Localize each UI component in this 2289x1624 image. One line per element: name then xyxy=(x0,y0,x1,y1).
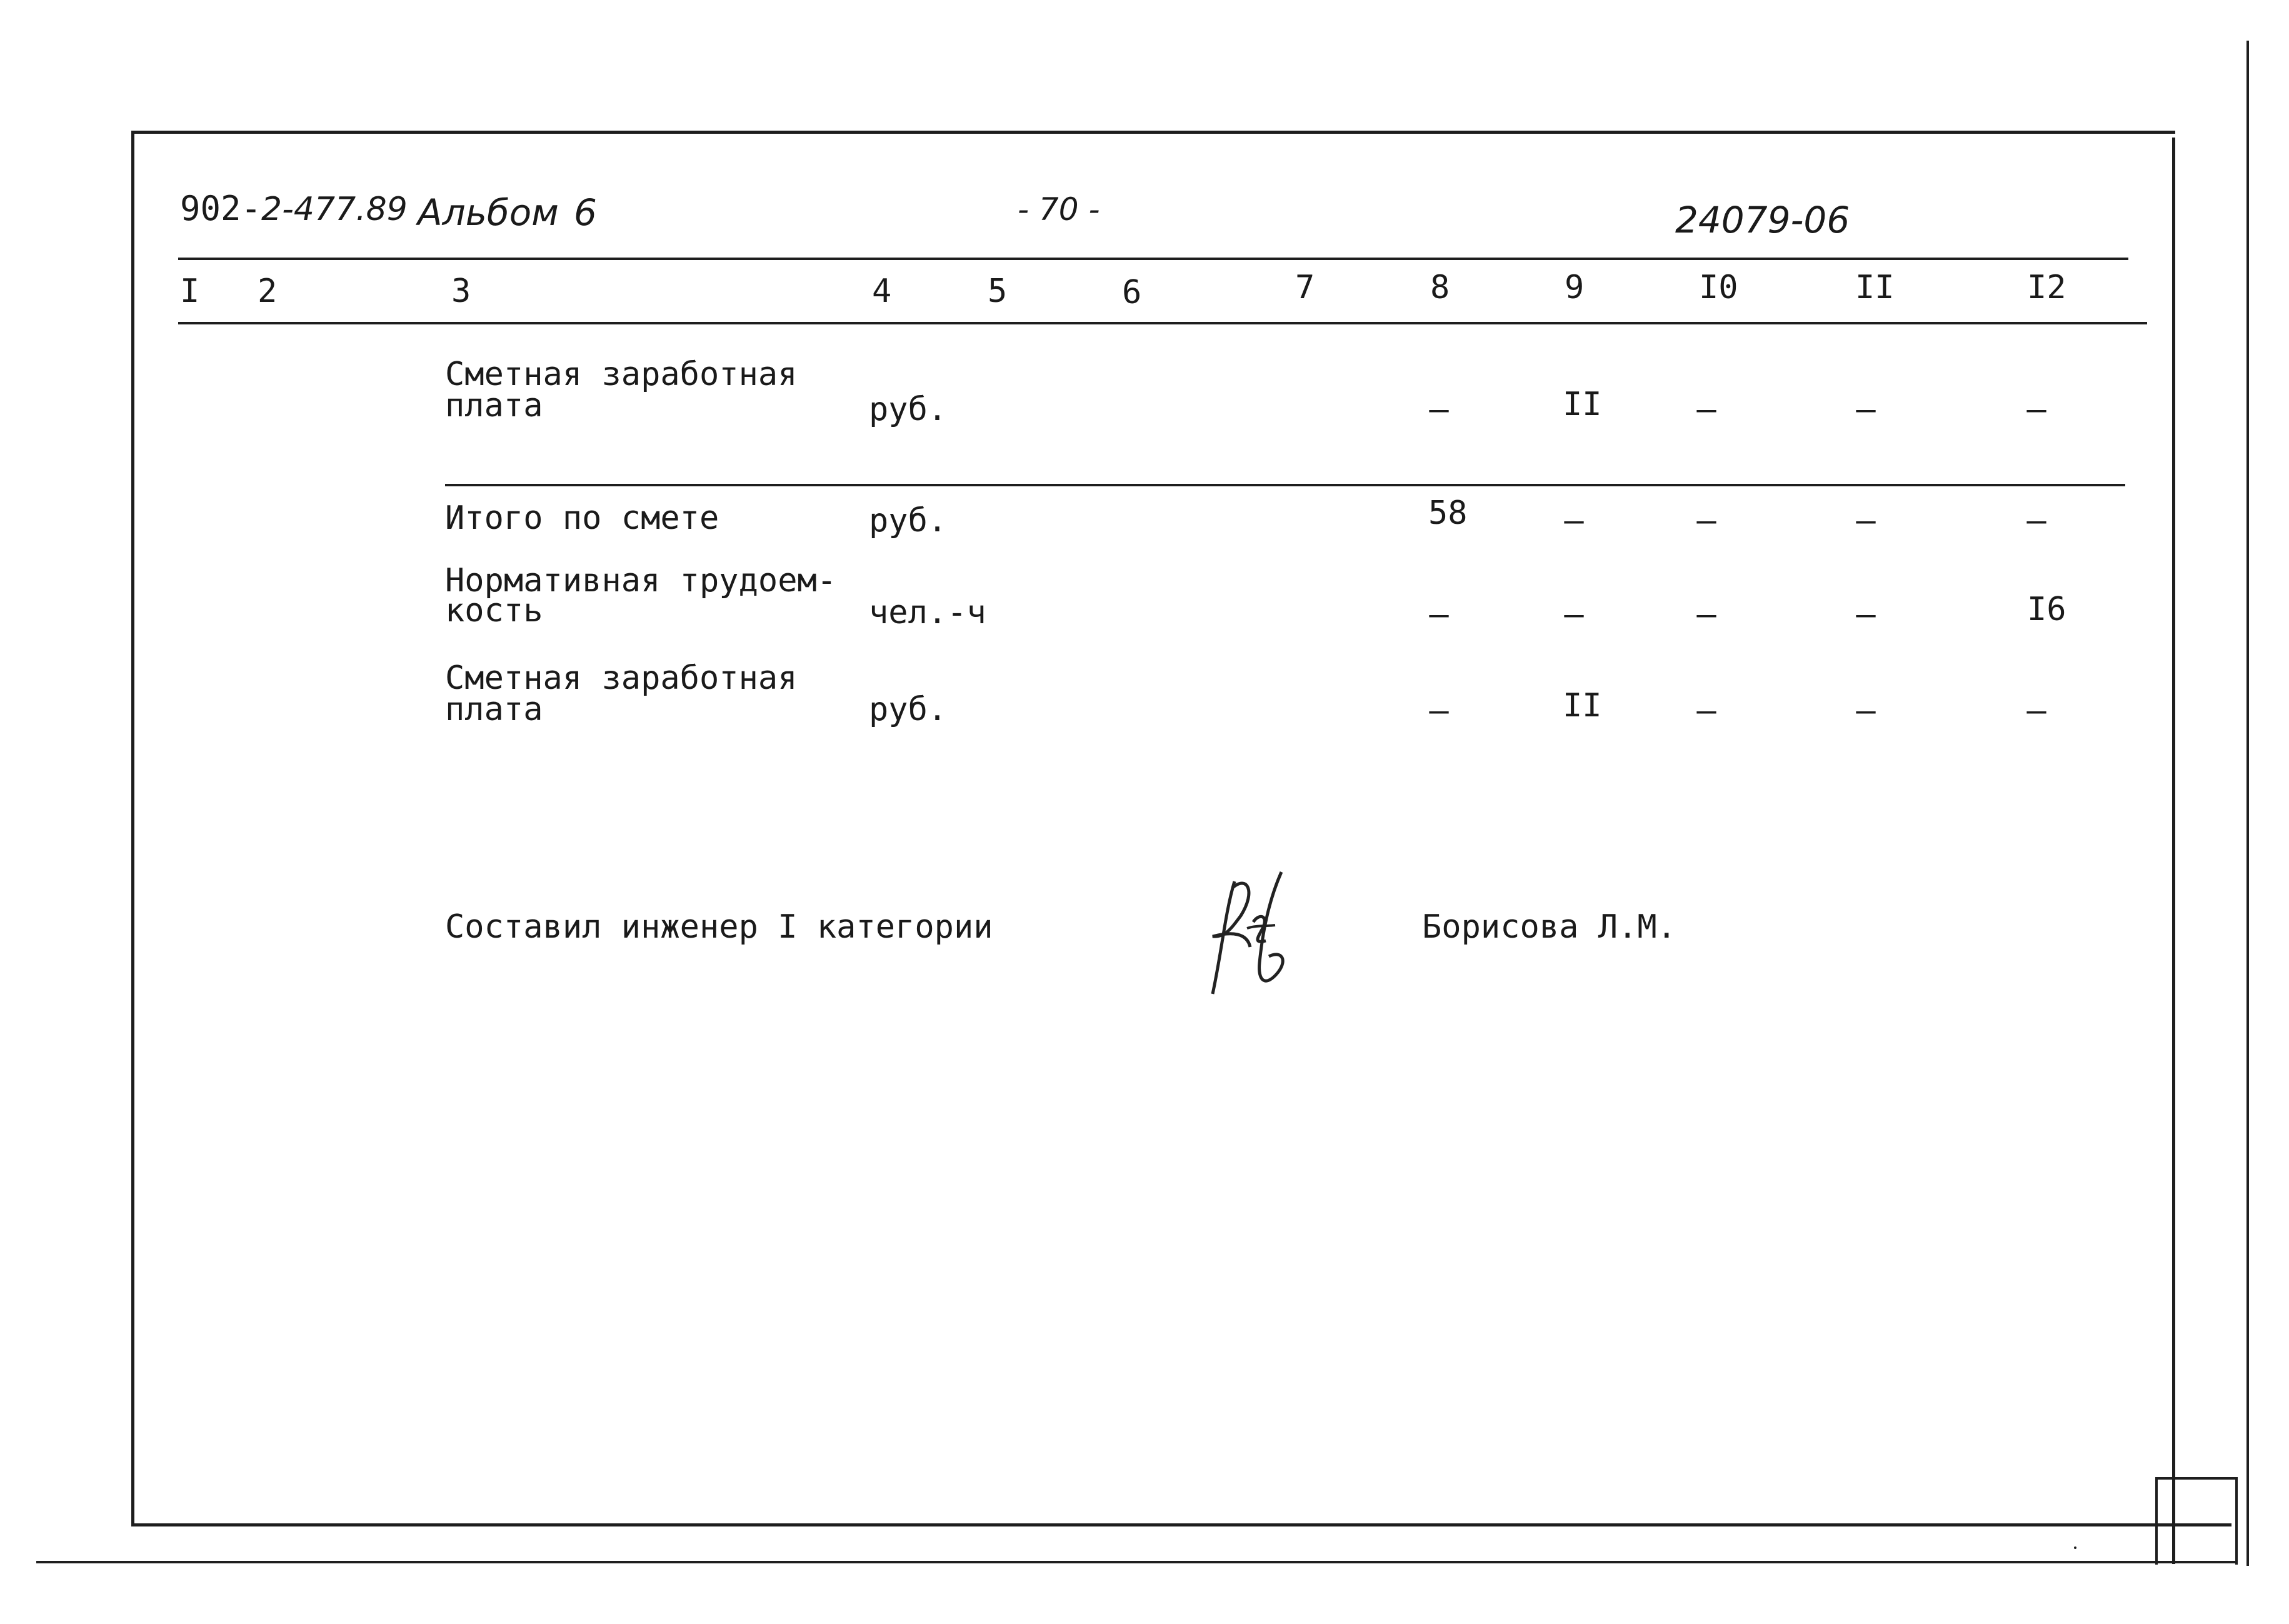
frame-left xyxy=(131,131,134,1526)
page-right-edge xyxy=(2246,41,2249,1566)
frame-top xyxy=(131,131,2175,134)
col-header-8: 8 xyxy=(1430,269,1450,306)
header-rule-bottom xyxy=(178,322,2147,324)
corner-box-left xyxy=(2155,1477,2158,1565)
corner-box-right xyxy=(2235,1477,2238,1565)
frame-bottom xyxy=(131,1523,2231,1526)
corner-box-top xyxy=(2155,1477,2238,1480)
row-labor-col12: I6 xyxy=(2027,591,2066,628)
col-header-10: I0 xyxy=(1699,269,1738,306)
row-labor-unit: чел.-ч xyxy=(869,594,986,631)
col-header-1: I xyxy=(180,273,200,310)
row-total-col8: 58 xyxy=(1428,494,1468,532)
row-top-col8: – xyxy=(1429,391,1449,428)
col-header-5: 5 xyxy=(988,273,1008,310)
doc-number: 24079-06 xyxy=(1675,199,1850,241)
document-code xyxy=(180,189,408,228)
code-handwritten: 2-477.89 xyxy=(261,191,408,228)
row-labor-name-line2: кость xyxy=(445,592,543,629)
page-number: - 70 - xyxy=(1018,191,1100,228)
row-wage-col12: – xyxy=(2026,692,2046,729)
row-total-col12: – xyxy=(2026,502,2046,539)
col-header-6: 6 xyxy=(1122,274,1142,311)
col-header-2: 2 xyxy=(258,273,278,310)
row-wage-col11: – xyxy=(1856,692,1876,729)
col-header-11: II xyxy=(1855,269,1895,306)
album-number: 6 xyxy=(574,191,597,234)
row-top-col12: – xyxy=(2026,391,2046,428)
row-labor-col9: – xyxy=(1564,596,1584,633)
row-labor-col11: – xyxy=(1856,596,1876,633)
row-total-col9: – xyxy=(1564,502,1584,539)
col-header-12: I2 xyxy=(2027,269,2066,306)
row-top-col11: – xyxy=(1856,391,1876,428)
frame-right xyxy=(2172,138,2175,1564)
col-header-4: 4 xyxy=(872,273,892,310)
signatory-name: Борисова Л.М. xyxy=(1422,908,1676,946)
row-total-col10: – xyxy=(1696,502,1716,539)
row-total-col11: – xyxy=(1856,502,1876,539)
row-labor-col8: – xyxy=(1429,596,1449,633)
row-wage-name-line2: плата xyxy=(445,691,543,728)
row-wage-col10: – xyxy=(1696,692,1716,729)
row-wage-col9: II xyxy=(1563,687,1602,724)
row-wage-col8: – xyxy=(1429,692,1449,729)
row-top-name-line1: Сметная заработная xyxy=(445,356,798,393)
row-top-col10: – xyxy=(1696,391,1716,428)
row-labor-name-line1: Нормативная трудоем- xyxy=(445,562,837,599)
row-top-name-line2: плата xyxy=(445,387,543,424)
row-top-col9: II xyxy=(1563,386,1602,423)
row-total-unit: руб. xyxy=(869,502,948,539)
header-rule-top xyxy=(178,258,2128,260)
album-label: Альбом xyxy=(418,191,559,234)
row-total-name: Итого по смете xyxy=(445,499,719,537)
col-header-3: 3 xyxy=(451,273,471,310)
totals-rule xyxy=(445,484,2125,486)
scan-dot xyxy=(2074,1546,2076,1549)
row-wage-name-line1: Сметная заработная xyxy=(445,659,798,697)
col-header-7: 7 xyxy=(1295,269,1315,306)
code-prefix: 902- xyxy=(180,189,262,228)
signature-mark xyxy=(1188,863,1313,1013)
page-bottom-line xyxy=(36,1561,2236,1563)
row-labor-col10: – xyxy=(1696,596,1716,633)
col-header-9: 9 xyxy=(1565,269,1585,306)
row-top-unit: руб. xyxy=(869,391,948,428)
compiled-by-label: Составил инженер I категории xyxy=(445,908,993,946)
row-wage-unit: руб. xyxy=(869,691,948,728)
